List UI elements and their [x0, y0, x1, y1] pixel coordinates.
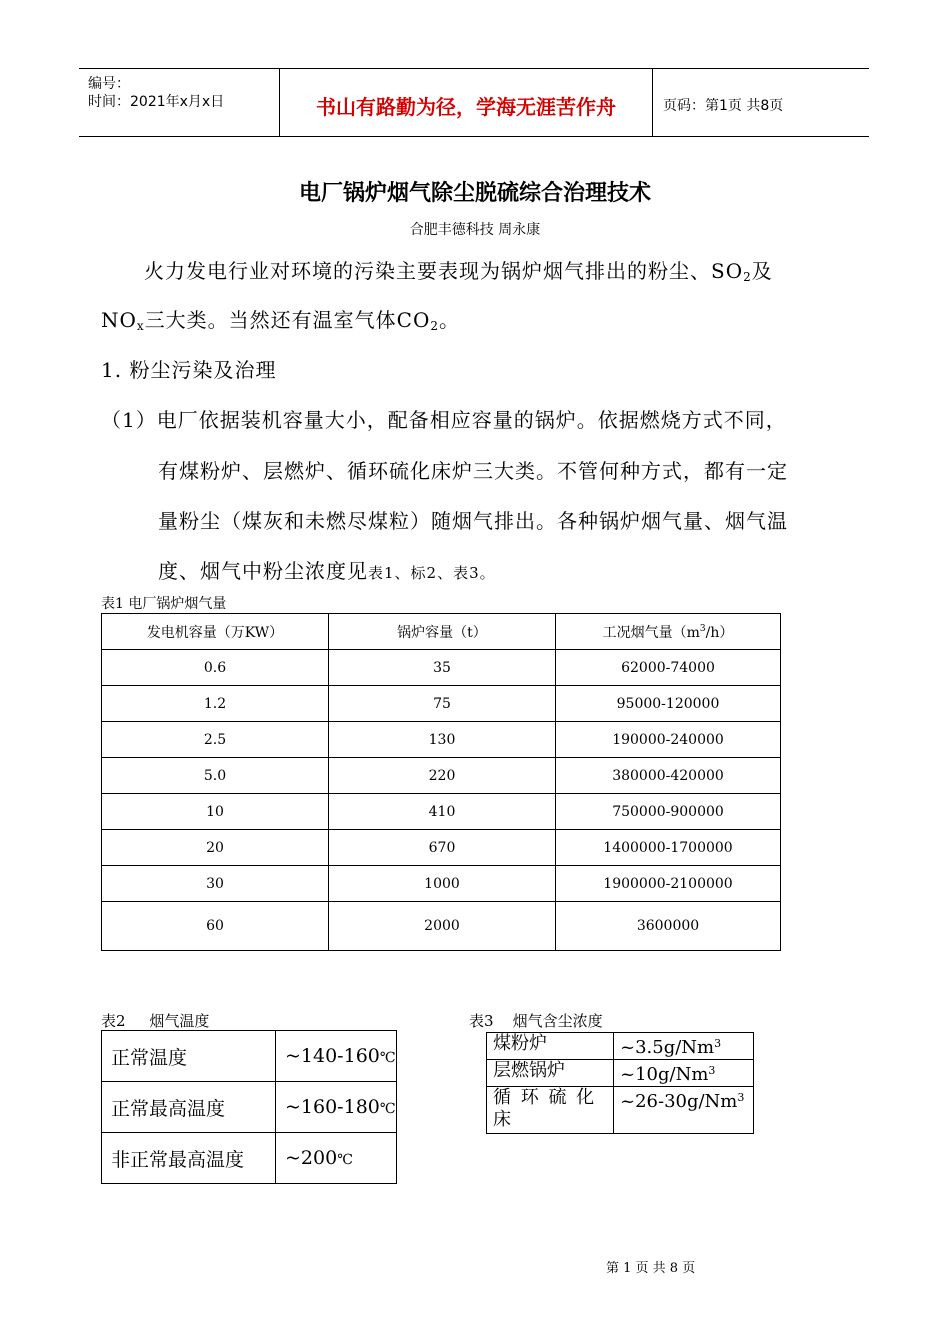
item1-line4-text: 度、烟气中粉尘浓度见 [158, 559, 368, 583]
table-row [102, 794, 781, 830]
intro-text-b: 及 [751, 259, 773, 283]
intro2-text-c: 。 [439, 308, 461, 332]
table-cell: 130 [329, 722, 556, 758]
table1-header-unit: /h） [705, 624, 734, 641]
item1-line1: （1）电厂依据装机容量大小，配备相应容量的锅炉。依据燃烧方式不同， [101, 408, 787, 432]
table-cell: 30 [102, 866, 329, 902]
table-cell [276, 1082, 397, 1133]
table-cell: 220 [329, 758, 556, 794]
table-cell: 380000-420000 [556, 758, 781, 794]
table-cell [614, 1033, 754, 1060]
table-cell: 2000 [329, 902, 556, 951]
table-cell: 3600000 [556, 902, 781, 951]
section-heading-1: 1. 粉尘污染及治理 [101, 358, 277, 382]
table-row [102, 650, 781, 686]
table-cell: 10 [102, 794, 329, 830]
temp-value: ~140-160 [285, 1045, 380, 1067]
temp-value: ~160-180 [285, 1096, 380, 1118]
table1-header-row [102, 614, 781, 650]
table-cell: 1.2 [102, 686, 329, 722]
header-page-cell [653, 69, 869, 136]
table2-flue-gas-temperature [101, 1030, 397, 1184]
page-footer: 第 1 页 共 8 页 [606, 1261, 696, 1276]
dust-value: ~26-30g/Nm [620, 1091, 738, 1112]
intro-sub-2: 2 [743, 270, 752, 284]
table-cell: 1900000-2100000 [556, 866, 781, 902]
table-cell: 煤粉炉 [487, 1033, 614, 1060]
table-row [102, 866, 781, 902]
item1-line4 [158, 555, 496, 584]
table-cell [276, 1133, 397, 1184]
temp-unit: ℃ [379, 1050, 396, 1066]
table-cell: 0.6 [102, 650, 329, 686]
paragraph-intro-line1 [144, 255, 773, 284]
dust-unit-sup: 3 [708, 1064, 716, 1077]
intro2-sub-2: 2 [430, 319, 440, 333]
table-cell: 750000-900000 [556, 794, 781, 830]
table-cell: 循 环 硫 化 床 [487, 1087, 614, 1134]
header-meta-cell [79, 69, 280, 136]
table1-header-cell [556, 614, 781, 650]
table1-header-text: 工况烟气量（m [602, 624, 700, 641]
table-row [102, 1082, 397, 1133]
table-row [487, 1087, 754, 1134]
intro-text-a: 火力发电行业对环境的污染主要表现为锅炉烟气排出的粉尘、SO [144, 259, 744, 283]
table3-caption: 表3 烟气含尘浓度 [469, 1012, 603, 1030]
table1-header-cell: 锅炉容量（t） [329, 614, 556, 650]
table-cell: 60 [102, 902, 329, 951]
temp-unit: ℃ [337, 1152, 353, 1168]
table-row [102, 758, 781, 794]
intro2-text-a: NO [101, 308, 137, 332]
doc-number-label: 编号： [88, 76, 130, 92]
table-row [102, 1031, 397, 1082]
dust-value: ~10g/Nm [620, 1064, 709, 1085]
table-row [487, 1033, 754, 1060]
table-cell: 410 [329, 794, 556, 830]
dust-unit-sup: 3 [737, 1091, 745, 1104]
item1-line4-refs: 表1、标2、表3。 [368, 564, 496, 582]
item1-line2: 有煤粉炉、层燃炉、循环硫化床炉三大类。不管何种方式，都有一定 [158, 459, 788, 483]
table2-caption: 表2 烟气温度 [101, 1012, 210, 1030]
table-cell: 2.5 [102, 722, 329, 758]
table-cell: 95000-120000 [556, 686, 781, 722]
header-slogan-cell [280, 69, 653, 136]
table1-caption: 表1 电厂锅炉烟气量 [101, 596, 227, 612]
table-cell: 5.0 [102, 758, 329, 794]
table-cell: 75 [329, 686, 556, 722]
intro2-sub-x: x [136, 319, 145, 333]
table-row [102, 902, 781, 951]
table-cell: 35 [329, 650, 556, 686]
table-cell [614, 1087, 754, 1134]
item1-line3: 量粉尘（煤灰和未燃尽煤粒）随烟气排出。各种锅炉烟气量、烟气温 [158, 509, 788, 533]
table-cell: 层燃锅炉 [487, 1060, 614, 1087]
table-cell: 670 [329, 830, 556, 866]
doc-title: 电厂锅炉烟气除尘脱硫综合治理技术 [298, 181, 651, 206]
header-page-label: 页码：第1页 共8页 [663, 98, 784, 114]
header-slogan: 书山有路勤为径，学海无涯苦作舟 [316, 95, 616, 119]
table-cell: 1400000-1700000 [556, 830, 781, 866]
table-cell: 正常温度 [102, 1031, 276, 1082]
table-cell: 62000-74000 [556, 650, 781, 686]
temp-unit: ℃ [379, 1101, 396, 1117]
table-cell: 20 [102, 830, 329, 866]
table-row [102, 1133, 397, 1184]
page-header [79, 68, 869, 137]
table-row [102, 722, 781, 758]
table-cell [276, 1031, 397, 1082]
table-cell: 正常最高温度 [102, 1082, 276, 1133]
table3-dust-concentration [486, 1032, 754, 1134]
dust-value: ~3.5g/Nm [620, 1037, 715, 1058]
doc-time-label: 时间：2021年x月x日 [88, 94, 225, 110]
paragraph-intro-line2 [101, 304, 460, 333]
table-row [102, 830, 781, 866]
table-cell: 190000-240000 [556, 722, 781, 758]
table-row [487, 1060, 754, 1087]
intro2-text-b: 三大类。当然还有温室气体CO [144, 308, 431, 332]
temp-value: ~200 [285, 1147, 338, 1169]
table-row [102, 686, 781, 722]
table-cell: 非正常最高温度 [102, 1133, 276, 1184]
table1-header-sup: 3 [699, 623, 706, 634]
table-cell [614, 1060, 754, 1087]
dust-unit-sup: 3 [714, 1037, 722, 1050]
table1-header-cell: 发电机容量（万KW） [102, 614, 329, 650]
table1-flue-gas-volume [101, 613, 781, 951]
table-cell: 1000 [329, 866, 556, 902]
doc-author: 合肥丰德科技 周永康 [409, 222, 541, 238]
